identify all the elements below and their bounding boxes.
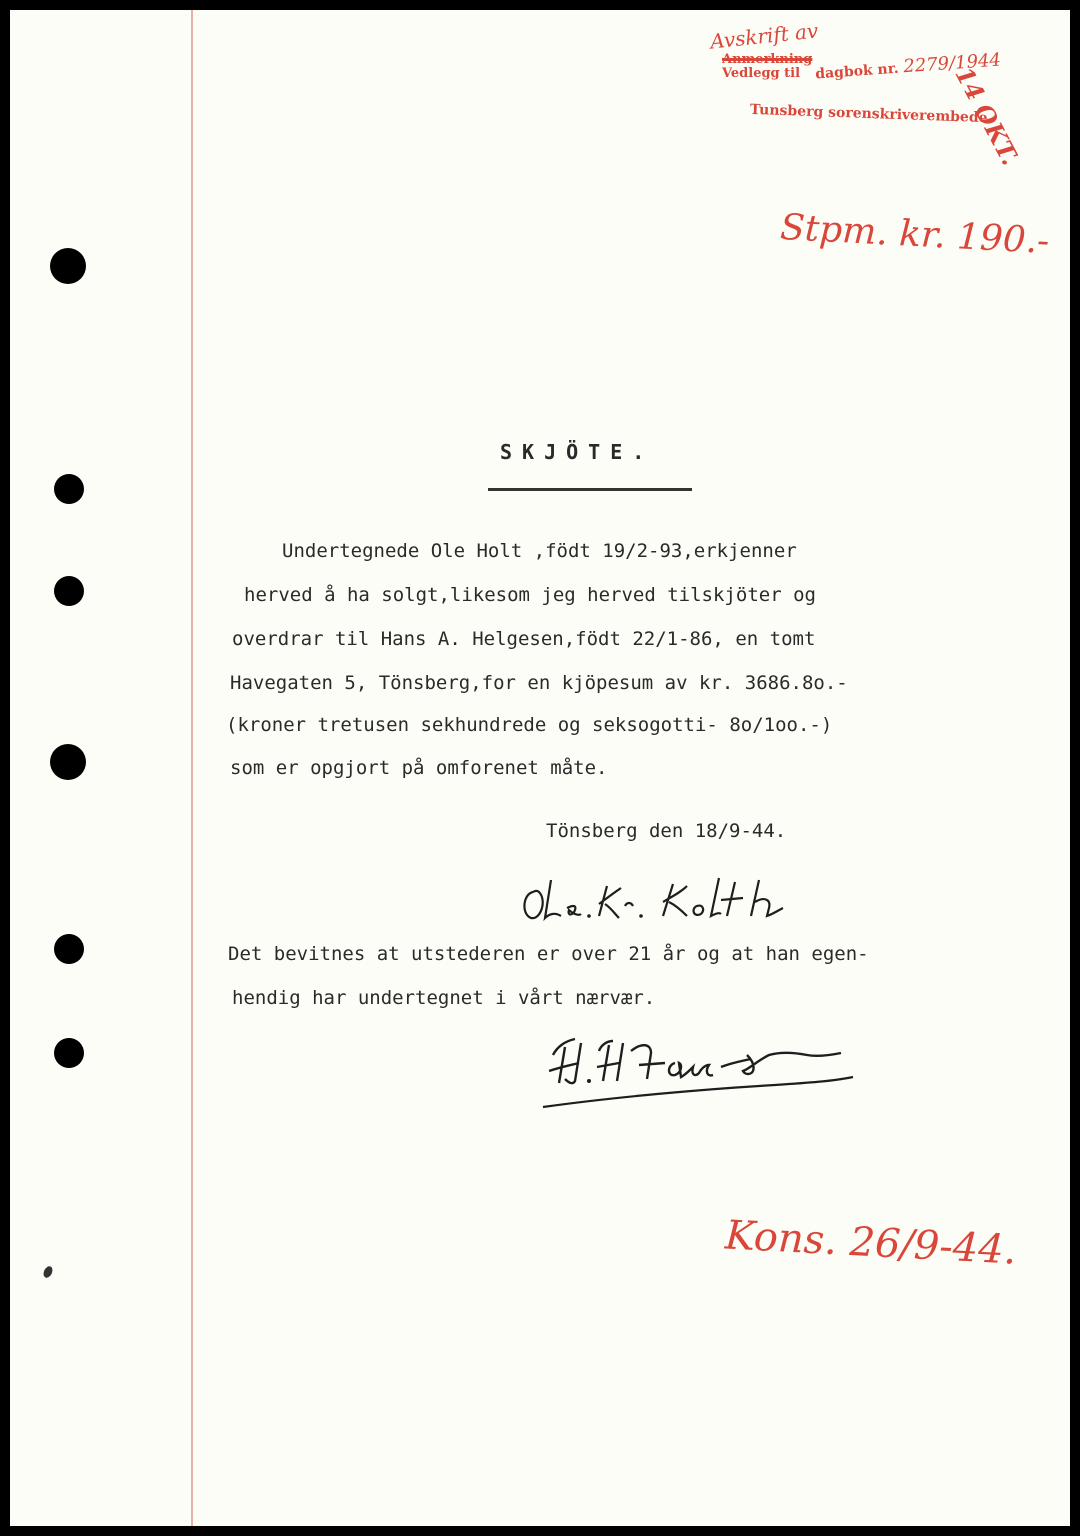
- witness-signature: [535, 1025, 865, 1115]
- body-line-1: Undertegnede Ole Holt ,födt 19/2-93,erkjenner: [282, 540, 797, 562]
- document-title: SKJÖTE.: [500, 440, 655, 464]
- stamp-struck-text: Anmerkning: [722, 52, 813, 67]
- title-underline: [488, 488, 692, 491]
- place-date: Tönsberg den 18/9-44.: [546, 820, 787, 842]
- stamp-office: Tunsberg sorenskriverembede: [749, 101, 988, 127]
- body-line-3: overdrar til Hans A. Helgesen,födt 22/1-86, en tomt: [232, 628, 816, 650]
- body-line-5: (kroner tretusen sekhundrede og seksogotti- 8o/1oo.-): [226, 714, 833, 736]
- stamp-dagbok-label: dagbok nr.: [814, 60, 900, 83]
- stamp-struck-line: [722, 52, 812, 67]
- stamp-dagbok-number: 2279/1944: [902, 49, 1002, 78]
- stamp-vedlegg: Vedlegg til: [722, 66, 801, 81]
- fee-note: Stpm. kr. 190.-: [779, 206, 1051, 263]
- punch-hole-5: [54, 934, 84, 964]
- punch-hole-1: [50, 248, 86, 284]
- punch-hole-2: [54, 474, 84, 504]
- ink-spot: [42, 1265, 54, 1279]
- witness-line-2: hendig har undertegnet i vårt nærvær.: [232, 987, 656, 1009]
- punch-hole-6: [54, 1038, 84, 1068]
- witness-line-1: Det bevitnes at utstederen er over 21 år og at han egen-: [228, 943, 869, 965]
- margin-line: [191, 10, 193, 1526]
- stamp-date: 14 OKT.: [949, 62, 1026, 170]
- body-line-2: herved å ha solgt,likesom jeg herved tilskjöter og: [244, 584, 816, 606]
- body-line-4: Havegaten 5, Tönsberg,for en kjöpesum av kr. 3686.8o.-: [230, 672, 848, 694]
- punch-hole-3: [54, 576, 84, 606]
- body-line-6: som er opgjort på omforenet måte.: [230, 757, 608, 779]
- recorded-note: Kons. 26/9-44.: [723, 1212, 1018, 1274]
- punch-hole-4: [50, 744, 86, 780]
- seller-signature: [515, 870, 815, 930]
- stamp-title: Avskrift av: [709, 18, 820, 54]
